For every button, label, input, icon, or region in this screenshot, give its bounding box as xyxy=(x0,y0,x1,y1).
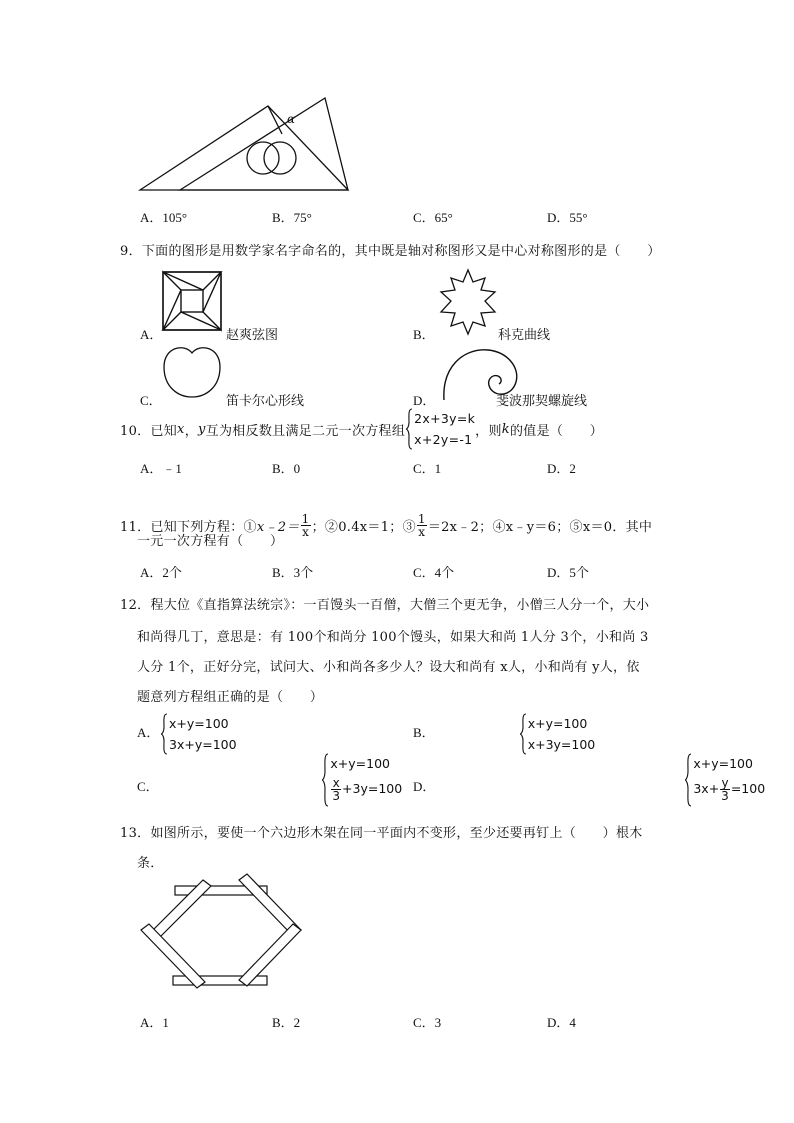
option-letter: D． xyxy=(547,210,570,225)
q12-stem-line3: 人分 1个，正好分完，试问大、小和尚各多少人？设大和尚有 x人，小和尚有 y人，依 xyxy=(137,660,640,675)
q10-stem-part: ，则 xyxy=(475,423,502,439)
q8-option-a[interactable] xyxy=(140,207,187,226)
eq-row: x+y=100 xyxy=(169,715,229,731)
eq-row: x+y=100 xyxy=(527,715,588,731)
option-text: 2个 xyxy=(162,565,182,580)
option-letter: C． xyxy=(413,565,435,580)
option-letter: B． xyxy=(272,565,294,580)
q13-stem-line1: 13．如图所示，要使一个六边形木架在同一平面内不变形，至少还要再钉上（ ）根木 xyxy=(120,826,643,841)
q10-option-c[interactable] xyxy=(413,458,441,477)
q11-option-b[interactable] xyxy=(272,562,313,581)
eq-row xyxy=(330,774,402,804)
option-text: 2 xyxy=(569,461,576,476)
eq-fraction xyxy=(331,777,341,802)
q12-stem-line1: 12．程大位《直指算法统宗》：一百馒头一百僧，大僧三个更无争，小僧三人分一个，大小 xyxy=(120,598,650,613)
option-letter: B． xyxy=(272,210,294,225)
q10-stem xyxy=(120,408,603,450)
option-text: 3个 xyxy=(293,565,314,580)
q8-option-d[interactable] xyxy=(547,207,588,226)
q10-eq2: x+2y=-1 xyxy=(414,432,473,447)
eq-row: 3x+y=100 xyxy=(169,736,237,752)
option-letter: A． xyxy=(140,461,163,476)
option-text: 55° xyxy=(569,210,588,225)
q8-option-b[interactable] xyxy=(272,207,312,226)
q10-equation-system xyxy=(405,408,475,450)
q12-option-d-system[interactable] xyxy=(684,753,765,804)
q9-stem: 9．下面的图形是用数学家名字命名的，其中既是轴对称图形又是中心对称图形的是（ ） xyxy=(120,244,661,259)
option-letter: A． xyxy=(140,1015,163,1030)
q13-option-a[interactable] xyxy=(140,1012,169,1031)
q11-fraction-1 xyxy=(301,513,311,538)
q12-option-d-letter[interactable]: D． xyxy=(413,779,436,794)
option-text: 0 xyxy=(293,461,301,476)
q10-option-d[interactable] xyxy=(547,458,576,477)
brace-icon xyxy=(405,408,413,450)
q11-eq1-left: x﹣2＝ xyxy=(256,519,300,535)
q10-eq1: 2x+3y=k xyxy=(414,411,476,426)
option-text: 65° xyxy=(434,210,453,225)
q10-var-y: y xyxy=(198,421,206,437)
option-text: 75° xyxy=(293,210,312,225)
option-letter: B． xyxy=(272,461,294,476)
fraction-numerator: y xyxy=(721,776,729,790)
option-text: 3 xyxy=(434,1015,442,1030)
q10-stem-part: 互为相反数且满足二元一次方程组 xyxy=(205,423,406,439)
q10-var-k: k xyxy=(501,421,510,437)
eq-row: x+y=100 xyxy=(693,756,753,771)
eq-fraction xyxy=(720,777,730,802)
q8-triangle-right xyxy=(180,98,348,190)
q11-option-c[interactable] xyxy=(413,562,454,581)
option-text: 4个 xyxy=(434,565,455,580)
eq-pre: 3x+ xyxy=(693,781,720,796)
fraction-denominator: x xyxy=(418,524,426,539)
q8-option-c[interactable] xyxy=(413,207,453,226)
q9-option-d-letter[interactable]: D． xyxy=(413,393,436,408)
q11-option-d[interactable] xyxy=(547,562,589,581)
q13-option-b[interactable] xyxy=(272,1012,300,1031)
option-text: ﹣1 xyxy=(162,461,182,476)
q11-stem-part: 11．已知下列方程：① xyxy=(120,519,257,535)
option-letter: D． xyxy=(547,461,570,476)
fraction-denominator: 3 xyxy=(332,789,341,803)
q12-option-a-system[interactable] xyxy=(160,713,237,755)
q13-option-c[interactable] xyxy=(413,1012,441,1031)
q8-circle-left xyxy=(247,142,279,174)
option-letter: A． xyxy=(140,210,163,225)
eq-row xyxy=(693,774,765,804)
brace-icon xyxy=(160,713,168,755)
q12-stem-line4: 题意列方程组正确的是（ ） xyxy=(137,690,324,705)
q9-option-c-letter[interactable]: C． xyxy=(140,393,162,408)
q10-sep: ， xyxy=(184,423,198,439)
q8-alpha-label: α xyxy=(287,112,296,126)
q8-triangle-figure xyxy=(0,0,794,200)
q10-option-a[interactable] xyxy=(140,458,182,477)
option-letter: C． xyxy=(413,1015,435,1030)
q10-stem-part: 的值是（ ） xyxy=(509,423,604,439)
q12-option-b-system[interactable] xyxy=(519,713,596,755)
option-letter: D． xyxy=(547,1015,570,1030)
eq-rest: +3y=100 xyxy=(342,781,403,796)
fraction-numerator: 1 xyxy=(301,511,310,526)
brace-icon xyxy=(321,753,329,807)
option-text: 105° xyxy=(162,210,188,225)
q10-option-b[interactable] xyxy=(272,458,300,477)
q11-eq3-rest: ＝2x﹣2；④x﹣y＝6；⑤x＝0．其中 xyxy=(427,519,653,535)
option-letter: A． xyxy=(140,565,163,580)
q10-stem-part: 10．已知 xyxy=(120,423,178,439)
q12-option-b-letter[interactable]: B． xyxy=(413,725,435,740)
option-text: 1 xyxy=(434,461,442,476)
q13-option-d[interactable] xyxy=(547,1012,576,1031)
q9-caption-a: 赵爽弦图 xyxy=(226,328,279,343)
fraction-numerator: x xyxy=(332,776,340,790)
option-letter: D． xyxy=(547,565,570,580)
q11-eq2: ；②0.4x＝1；③ xyxy=(311,519,416,535)
q11-stem-line2: 一元一次方程有（ ） xyxy=(137,534,284,549)
q8-circle-right xyxy=(264,142,296,174)
option-letter: C． xyxy=(413,461,435,476)
hexagon-wooden-frame-figure xyxy=(135,872,315,1002)
q12-stem-line2: 和尚得几丁，意思是：有 100个和尚分 100个馒头，如果大和尚 1人分 3个，小和尚 3 xyxy=(137,630,649,645)
q13-stem-line2: 条． xyxy=(137,856,164,871)
option-text: 5个 xyxy=(569,565,589,580)
fraction-denominator: 3 xyxy=(721,789,729,803)
eq-row: x+y=100 xyxy=(330,756,391,771)
zhao-shuang-diagram-icon xyxy=(163,272,223,332)
q8-triangle-left xyxy=(140,106,348,190)
q12-option-c-system[interactable] xyxy=(321,753,402,804)
option-text: 1 xyxy=(162,1015,169,1030)
eq-row: x+3y=100 xyxy=(527,736,596,752)
q9-caption-b: 科克曲线 xyxy=(498,328,551,343)
cardioid-icon xyxy=(160,345,230,405)
koch-snowflake-icon xyxy=(433,268,503,338)
q10-var-x: x xyxy=(177,421,185,437)
option-letter: B． xyxy=(272,1015,294,1030)
q9-caption-d: 斐波那契螺旋线 xyxy=(496,394,588,409)
q12-option-c-letter[interactable]: C． xyxy=(137,779,159,794)
q9-option-b-letter[interactable]: B． xyxy=(413,327,435,342)
brace-icon xyxy=(519,713,527,755)
fraction-numerator: 1 xyxy=(417,511,426,526)
option-text: 4 xyxy=(569,1015,576,1030)
q12-option-a-letter[interactable]: A． xyxy=(137,725,160,740)
option-letter: C． xyxy=(413,210,435,225)
q9-option-a-letter[interactable]: A． xyxy=(140,327,163,342)
option-text: 2 xyxy=(293,1015,301,1030)
fraction-denominator: x xyxy=(302,524,310,539)
eq-rest: =100 xyxy=(730,781,766,796)
bar-lower-right xyxy=(239,924,301,986)
brace-icon xyxy=(684,753,692,807)
q11-option-a[interactable] xyxy=(140,562,182,581)
q11-fraction-3 xyxy=(417,513,427,538)
q9-caption-c: 笛卡尔心形线 xyxy=(226,394,305,409)
